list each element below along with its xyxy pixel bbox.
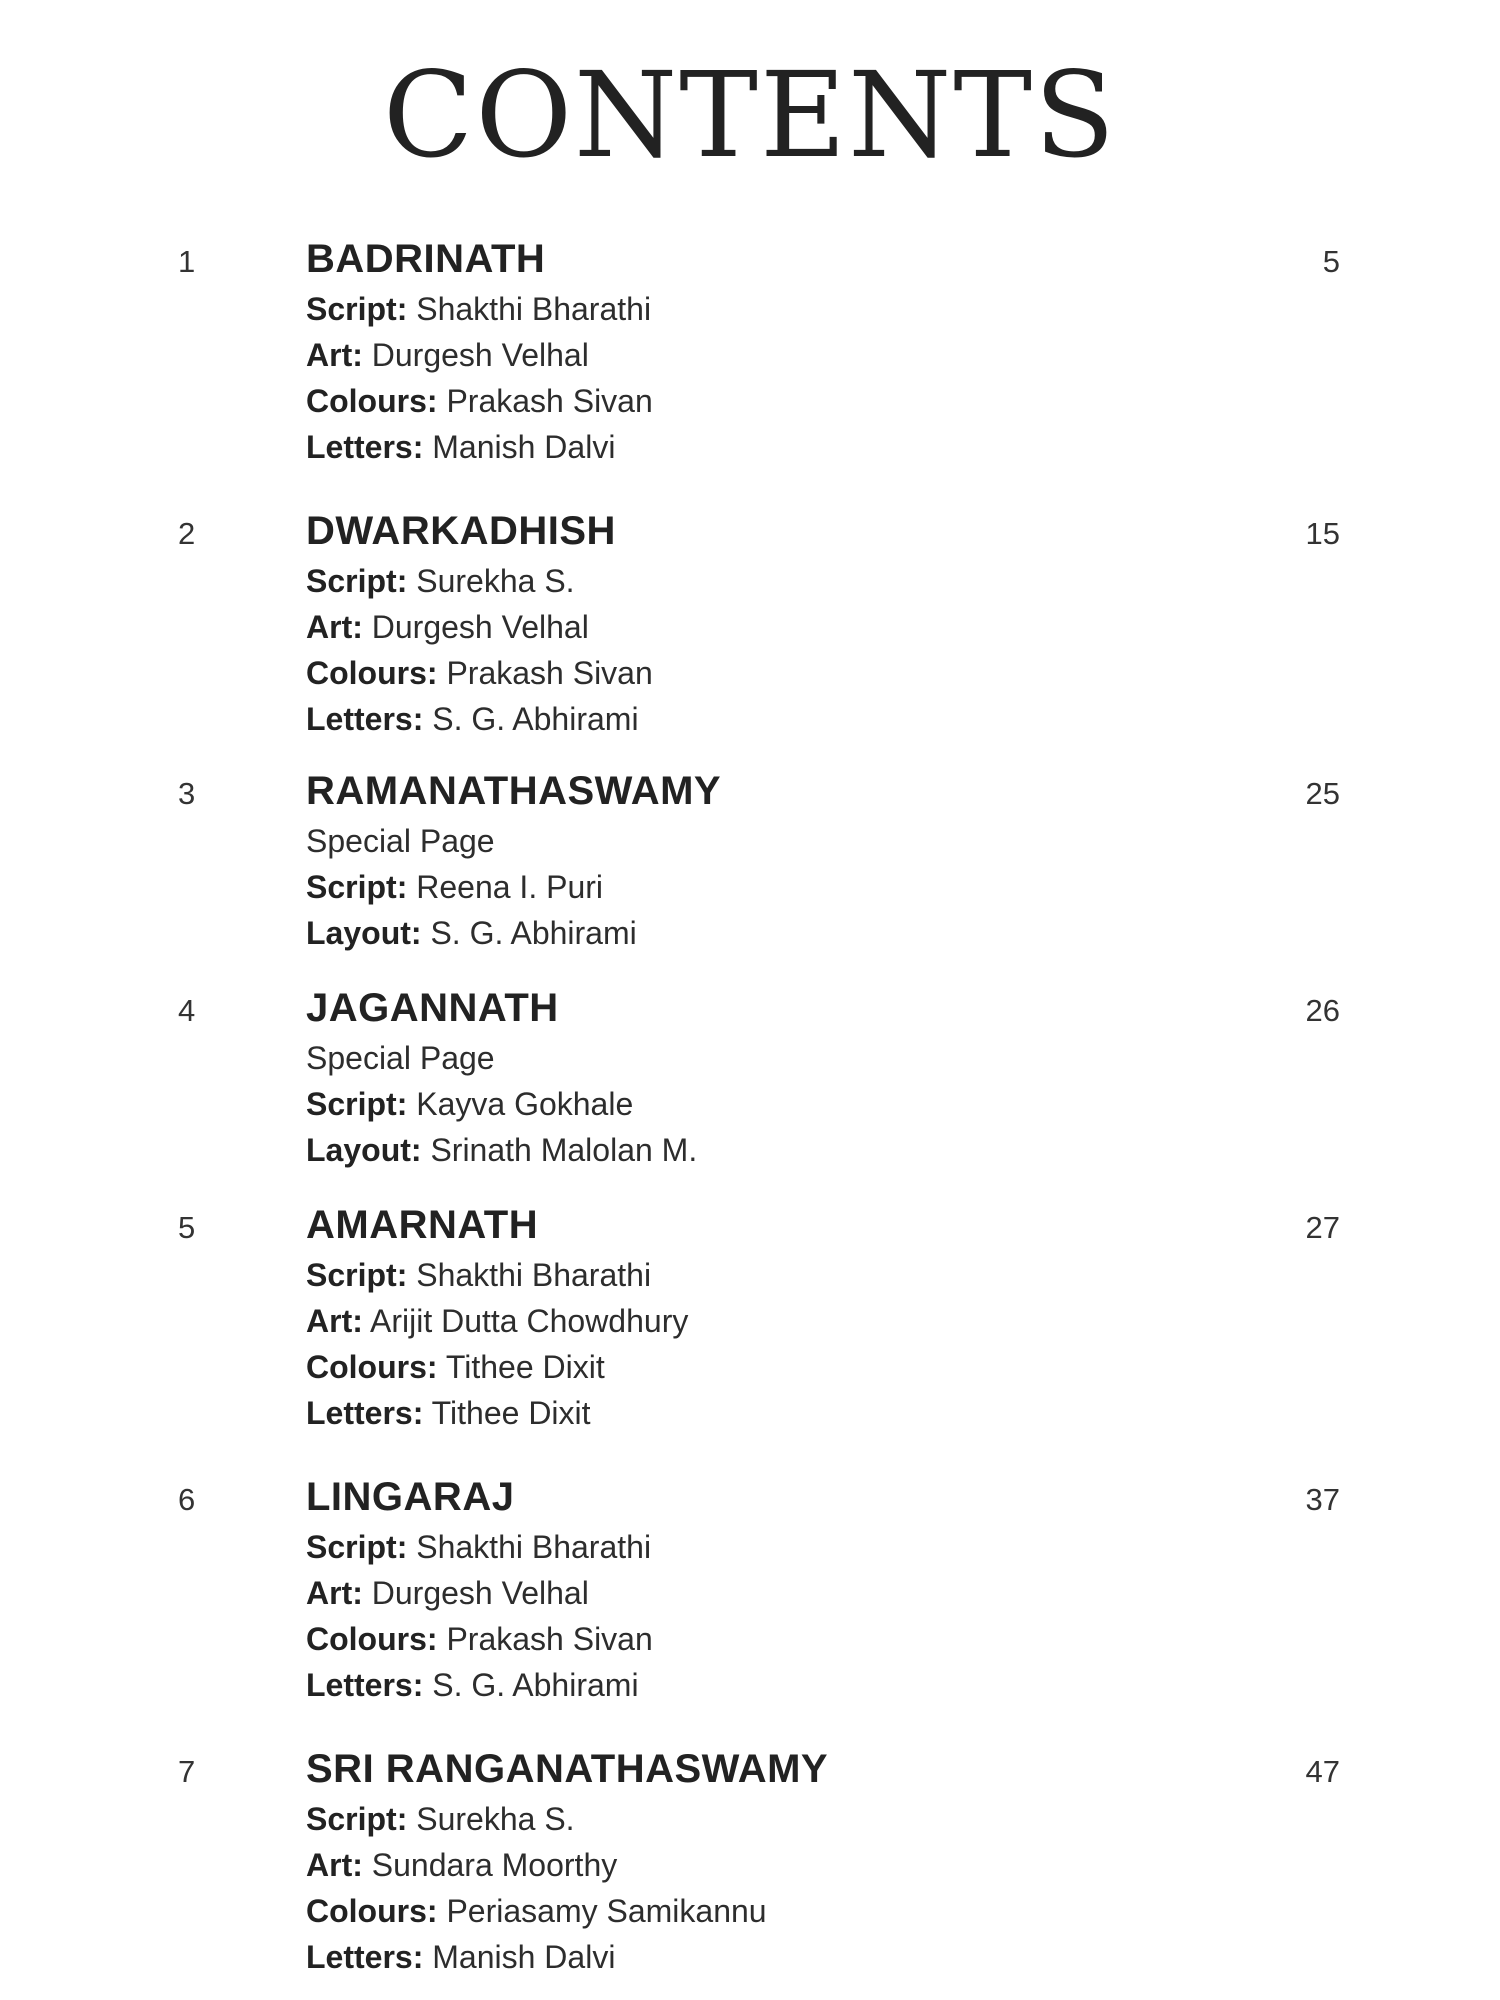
credit-label: Colours:: [306, 655, 438, 691]
credit-label: Letters:: [306, 429, 424, 465]
entry-number: 5: [178, 1210, 196, 1245]
entry-title[interactable]: LINGARAJ: [306, 1475, 515, 1519]
credit-value: Shakthi Bharathi: [416, 1257, 652, 1293]
credit-label: Art:: [306, 609, 363, 645]
credit-line: [306, 558, 1206, 604]
credit-label: Script:: [306, 1257, 408, 1293]
entry-page-number[interactable]: 5: [1322, 244, 1340, 279]
credit-label: Colours:: [306, 383, 438, 419]
credit-line: [306, 1524, 1206, 1570]
credit-value: Kayva Gokhale: [416, 1086, 634, 1122]
entry-subtitle: Special Page: [306, 1040, 495, 1076]
credit-value: Manish Dalvi: [432, 429, 616, 465]
credit-line: [306, 1252, 1206, 1298]
credit-label: Letters:: [306, 1667, 424, 1703]
entry-number: 1: [178, 244, 196, 279]
credit-line: [306, 1127, 1206, 1173]
credit-line: [306, 864, 1206, 910]
credit-value: Durgesh Velhal: [371, 609, 589, 645]
credit-value: Sundara Moorthy: [371, 1847, 618, 1883]
credit-line: [306, 1616, 1206, 1662]
credit-label: Art:: [306, 1847, 363, 1883]
credit-label: Script:: [306, 1801, 408, 1837]
credit-line: [306, 1344, 1206, 1390]
credit-value: Prakash Sivan: [446, 655, 653, 691]
credit-value: Periasamy Samikannu: [446, 1893, 767, 1929]
credit-value: Reena I. Puri: [416, 869, 603, 905]
credit-value: Shakthi Bharathi: [416, 291, 652, 327]
entry-title[interactable]: JAGANNATH: [306, 986, 559, 1030]
credit-line: [306, 286, 1206, 332]
credit-label: Art:: [306, 337, 363, 373]
credit-line: [306, 332, 1206, 378]
credit-label: Script:: [306, 1529, 408, 1565]
credit-line: [306, 604, 1206, 650]
credit-label: Layout:: [306, 1132, 422, 1168]
credit-value: Manish Dalvi: [432, 1939, 616, 1975]
credit-value: Tithee Dixit: [445, 1349, 605, 1385]
credit-value: S. G. Abhirami: [432, 701, 639, 737]
credit-label: Colours:: [306, 1349, 438, 1385]
credit-value: S. G. Abhirami: [432, 1667, 639, 1703]
credit-label: Art:: [306, 1575, 363, 1611]
credit-value: Prakash Sivan: [446, 1621, 653, 1657]
credit-label: Letters:: [306, 701, 424, 737]
credit-line: [306, 696, 1206, 742]
credit-line: [306, 424, 1206, 470]
credit-line: [306, 378, 1206, 424]
credit-value: Tithee Dixit: [431, 1395, 591, 1431]
credit-value: Srinath Malolan M.: [430, 1132, 698, 1168]
entry-page-number[interactable]: 37: [1305, 1482, 1340, 1517]
credit-value: Prakash Sivan: [446, 383, 653, 419]
credit-value: Surekha S.: [416, 1801, 575, 1837]
entry-page-number[interactable]: 25: [1305, 776, 1340, 811]
entry-title[interactable]: SRI RANGANATHASWAMY: [306, 1747, 829, 1791]
credit-label: Colours:: [306, 1893, 438, 1929]
credit-line: [306, 1081, 1206, 1127]
credit-value: Durgesh Velhal: [371, 337, 589, 373]
credit-line: [306, 1934, 1206, 1980]
credit-value: Arijit Dutta Chowdhury: [370, 1303, 689, 1339]
credit-line: [306, 650, 1206, 696]
credit-value: Surekha S.: [416, 563, 575, 599]
credit-label: Art:: [306, 1303, 363, 1339]
entry-subtitle: Special Page: [306, 823, 495, 859]
credit-label: Script:: [306, 563, 408, 599]
entry-number: 6: [178, 1482, 196, 1517]
credit-line: [306, 910, 1206, 956]
entry-number: 2: [178, 516, 196, 551]
credit-line: [306, 1662, 1206, 1708]
credit-line: [306, 1888, 1206, 1934]
credit-label: Layout:: [306, 915, 422, 951]
credit-label: Script:: [306, 1086, 408, 1122]
entry-title[interactable]: DWARKADHISH: [306, 509, 616, 553]
entry-page-number[interactable]: 15: [1305, 516, 1340, 551]
credit-line: [306, 1390, 1206, 1436]
entry-number: 4: [178, 993, 196, 1028]
credit-label: Script:: [306, 291, 408, 327]
credit-value: S. G. Abhirami: [430, 915, 637, 951]
credit-label: Letters:: [306, 1395, 424, 1431]
entry-number: 7: [178, 1754, 196, 1789]
credit-label: Colours:: [306, 1621, 438, 1657]
credit-line: [306, 1570, 1206, 1616]
credit-value: Durgesh Velhal: [371, 1575, 589, 1611]
entry-title[interactable]: BADRINATH: [306, 237, 546, 281]
credit-label: Script:: [306, 869, 408, 905]
credit-line: [306, 1298, 1206, 1344]
entry-page-number[interactable]: 47: [1305, 1754, 1340, 1789]
credit-label: Letters:: [306, 1939, 424, 1975]
page-title: CONTENTS: [383, 46, 1117, 184]
entry-title[interactable]: AMARNATH: [306, 1203, 539, 1247]
entry-number: 3: [178, 776, 196, 811]
entry-page-number[interactable]: 26: [1305, 993, 1340, 1028]
credit-value: Shakthi Bharathi: [416, 1529, 652, 1565]
credit-line: [306, 1796, 1206, 1842]
credit-line: [306, 1842, 1206, 1888]
entry-page-number[interactable]: 27: [1305, 1210, 1340, 1245]
entry-title[interactable]: RAMANATHASWAMY: [306, 769, 722, 813]
